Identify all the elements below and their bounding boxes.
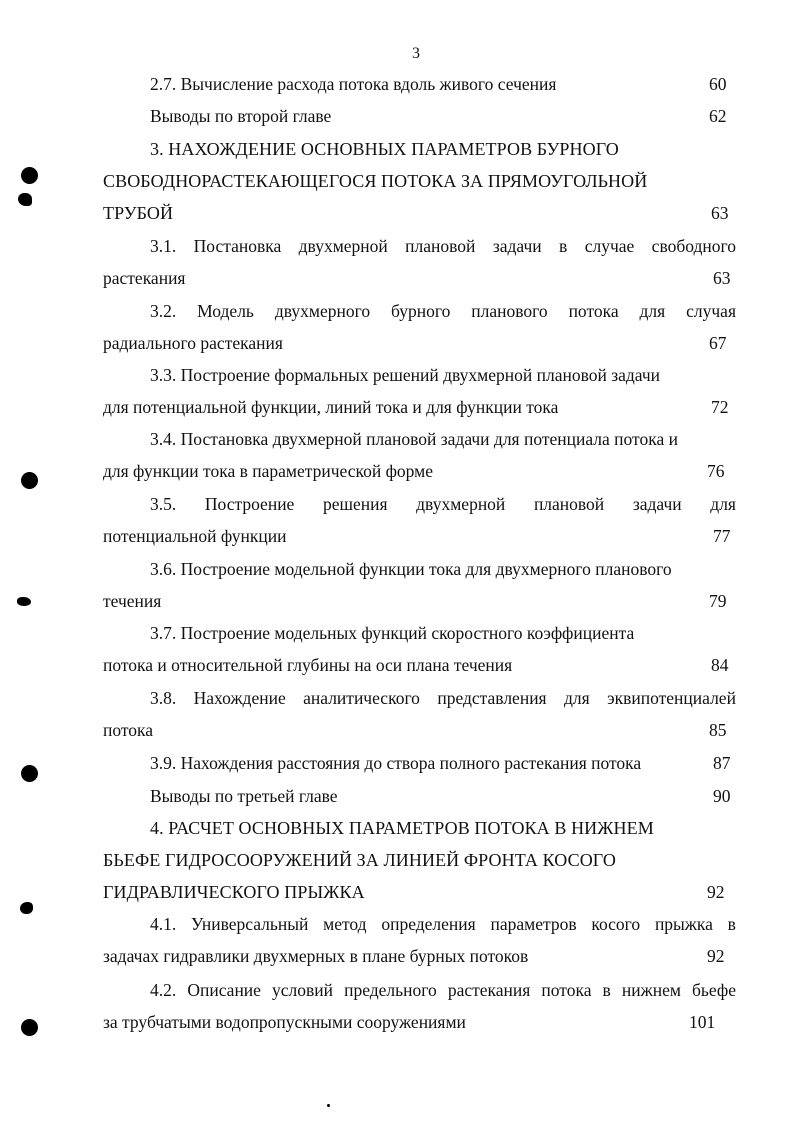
toc-page-3-3: 72 — [711, 397, 729, 417]
binder-hole-mark — [21, 472, 38, 489]
binder-hole-mark — [21, 765, 38, 782]
toc-conclusion-ch3: Выводы по третьей главе — [150, 786, 338, 806]
word: двухмерного — [274, 301, 371, 321]
toc-conclusion-ch2: Выводы по второй главе — [150, 106, 332, 126]
word: условий — [272, 980, 334, 1000]
word: решения — [322, 494, 388, 514]
word: потока — [541, 980, 592, 1000]
toc-page-3-1: 63 — [713, 268, 731, 288]
word: Построение — [204, 494, 295, 514]
toc-entry-3-2-line2: радиального растекания — [103, 333, 283, 353]
toc-entry-3-8-line2: потока — [103, 720, 154, 740]
toc-page-conclusion-ch2: 62 — [709, 106, 727, 126]
word: для — [639, 301, 666, 321]
word: предельного — [344, 980, 437, 1000]
toc-entry-3-6-line1: 3.6. Построение модельной функции тока для двухмерного планового — [150, 559, 672, 579]
word: представления — [437, 688, 547, 708]
toc-entry-4-2-line2: за трубчатыми водопропускными сооружениями — [103, 1012, 466, 1032]
toc-entry-4-1-line2: задачах гидравлики двухмерных в плане бурных потоков — [103, 946, 529, 966]
toc-page-4-2: 101 — [689, 1012, 716, 1032]
word: Постановка — [193, 236, 282, 256]
chapter-4-title-line1: 4. РАСЧЕТ ОСНОВНЫХ ПАРАМЕТРОВ ПОТОКА В НИЖНЕМ — [150, 818, 654, 838]
word: в — [559, 236, 568, 256]
word: задачи — [632, 494, 682, 514]
chapter-3-title-line1: 3. НАХОЖДЕНИЕ ОСНОВНЫХ ПАРАМЕТРОВ БУРНОГО — [150, 139, 619, 159]
toc-entry-2-7: 2.7. Вычисление расхода потока вдоль живого сечения — [150, 74, 557, 94]
toc-page-2-7: 60 — [709, 74, 727, 94]
word: для — [564, 688, 590, 708]
word: аналитического — [303, 688, 420, 708]
word: бьефе — [692, 980, 736, 1000]
word: эквипотенциалей — [607, 688, 736, 708]
toc-entry-3-3-line1: 3.3. Построение формальных решений двухмерной плановой задачи — [150, 365, 661, 385]
word: плановой — [405, 236, 476, 256]
word: Универсальный — [191, 914, 309, 934]
word: случая — [686, 301, 736, 321]
word: нижнем — [621, 980, 681, 1000]
toc-entry-4-1-line1 — [150, 913, 736, 935]
word: параметров — [490, 914, 577, 934]
word: двухмерной — [416, 494, 506, 514]
toc-entry-3-9: 3.9. Нахождения расстояния до створа полного растекания потока — [150, 753, 642, 773]
word: косого — [591, 914, 641, 934]
toc-entry-3-3-line2: для потенциальной функции, линий тока и для функции тока — [103, 397, 559, 417]
word: определения — [381, 914, 476, 934]
word: Описание — [187, 980, 261, 1000]
word: бурного — [391, 301, 451, 321]
word: случае — [584, 236, 635, 256]
page-number: 3 — [412, 45, 420, 62]
scan-speck — [17, 597, 31, 606]
toc-entry-3-4-line1: 3.4. Постановка двухмерной плановой задачи для потенциала потока и — [150, 429, 678, 449]
toc-entry-3-5-line2: потенциальной функции — [103, 526, 287, 546]
word: 4.2. — [150, 980, 177, 1000]
toc-entry-3-8-line1 — [150, 687, 736, 709]
toc-page-3-2: 67 — [709, 333, 727, 353]
word: задачи — [492, 236, 542, 256]
word: в — [602, 980, 611, 1000]
toc-entry-3-7-line2: потока и относительной глубины на оси плана течения — [103, 655, 513, 675]
word: свободного — [651, 236, 736, 256]
chapter-4-title-line3: ГИДРАВЛИЧЕСКОГО ПРЫЖКА — [103, 882, 365, 902]
toc-page-3-6: 79 — [709, 591, 727, 611]
toc-page-3-8: 85 — [709, 720, 727, 740]
toc-entry-3-6-line2: течения — [103, 591, 162, 611]
word: 4.1. — [150, 914, 177, 934]
toc-entry-4-2-line1 — [150, 979, 736, 1001]
word: потока — [568, 301, 619, 321]
scan-speck — [20, 902, 33, 914]
binder-hole-mark — [21, 1019, 38, 1036]
word: метод — [323, 914, 367, 934]
scan-speck — [18, 193, 32, 206]
word: Модель — [197, 301, 254, 321]
binder-hole-mark — [21, 167, 38, 184]
toc-entry-3-5-line1 — [150, 493, 736, 515]
toc-page-4-1: 92 — [707, 946, 725, 966]
word: планового — [471, 301, 548, 321]
chapter-3-title-line2: СВОБОДНОРАСТЕКАЮЩЕГОСЯ ПОТОКА ЗА ПРЯМОУГОЛЬНОЙ — [103, 171, 648, 191]
toc-page-3-5: 77 — [713, 526, 731, 546]
word: двухмерной — [298, 236, 388, 256]
word: 3.2. — [150, 301, 177, 321]
word: прыжка — [654, 914, 713, 934]
word: плановой — [533, 494, 605, 514]
word: для — [710, 494, 736, 514]
toc-page-3-7: 84 — [711, 655, 729, 675]
word: Нахождение — [193, 688, 286, 708]
toc-entry-3-4-line2: для функции тока в параметрической форме — [103, 461, 433, 481]
toc-page-chapter-4: 92 — [707, 882, 725, 902]
word: 3.1. — [150, 236, 177, 256]
toc-entry-3-1-line1 — [150, 235, 736, 257]
toc-page-conclusion-ch3: 90 — [713, 786, 731, 806]
toc-page-chapter-3: 63 — [711, 203, 729, 223]
chapter-4-title-line2: БЬЕФЕ ГИДРОСООРУЖЕНИЙ ЗА ЛИНИЕЙ ФРОНТА КОСОГО — [103, 850, 616, 870]
toc-page-3-4: 76 — [707, 461, 725, 481]
toc-entry-3-1-line2: растекания — [103, 268, 186, 288]
toc-page-3-9: 87 — [713, 753, 731, 773]
word: 3.5. — [150, 494, 177, 514]
toc-entry-3-2-line1 — [150, 300, 736, 322]
toc-entry-3-7-line1: 3.7. Построение модельных функций скоростного коэффициента — [150, 623, 635, 643]
word: растекания — [447, 980, 531, 1000]
scan-speck — [327, 1104, 330, 1107]
chapter-3-title-line3: ТРУБОЙ — [103, 203, 174, 223]
word: 3.8. — [150, 688, 177, 708]
word: в — [727, 914, 736, 934]
